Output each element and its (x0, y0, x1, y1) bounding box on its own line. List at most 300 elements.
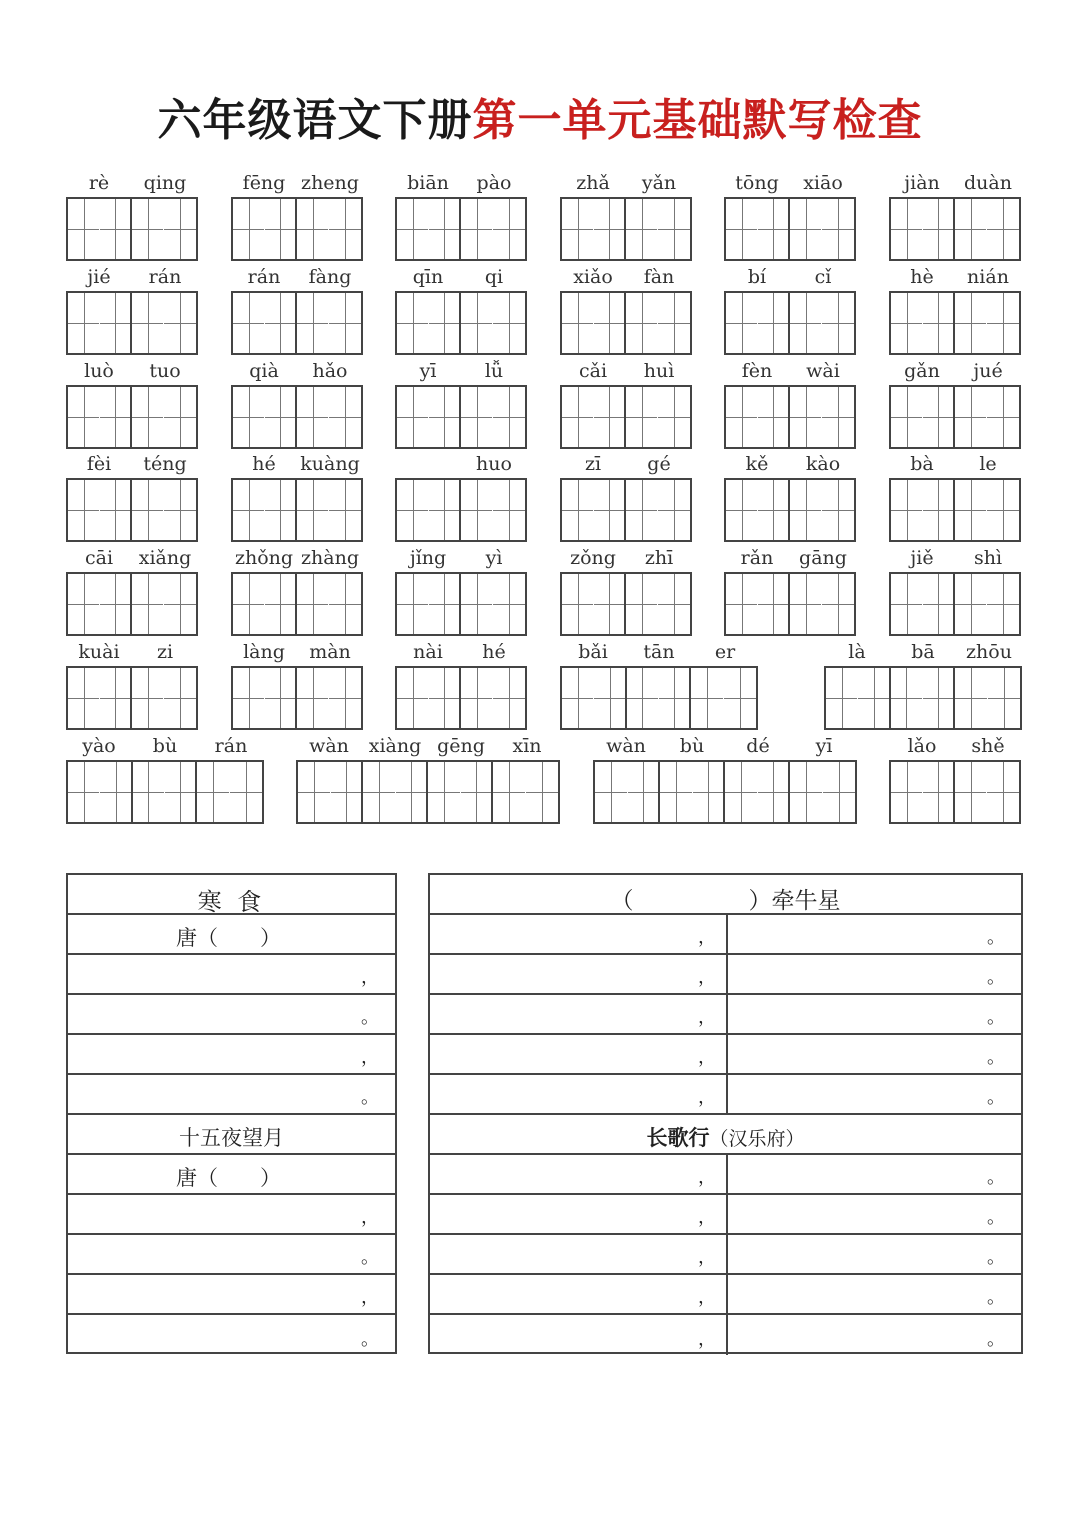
writing-cell[interactable] (726, 480, 758, 540)
writing-cell[interactable] (562, 574, 594, 634)
writing-cell[interactable] (197, 762, 229, 822)
punctuation-mark: 。 (987, 927, 1005, 948)
pinyin-line (395, 172, 527, 194)
pinyin-line (889, 266, 1021, 288)
pinyin-syllable: jié (87, 266, 111, 288)
writing-cell[interactable] (329, 199, 361, 259)
writing-cell[interactable] (329, 387, 361, 447)
writing-cell[interactable] (758, 762, 791, 822)
pinyin-line (593, 735, 857, 757)
writing-cell[interactable] (68, 387, 100, 447)
pinyin-syllable: zheng (301, 172, 359, 194)
writing-cell[interactable] (493, 199, 525, 259)
writing-cell[interactable] (660, 762, 693, 822)
word-box-group (560, 360, 692, 452)
writing-cell[interactable] (68, 293, 100, 353)
writing-cell[interactable] (628, 762, 661, 822)
writing-cell[interactable] (562, 668, 594, 728)
poem-line-second-half[interactable] (728, 1235, 1021, 1273)
writing-cell[interactable] (891, 574, 923, 634)
writing-cell[interactable] (923, 387, 955, 447)
pinyin-syllable: yī (815, 735, 833, 757)
tianzige-boxes[interactable] (231, 666, 363, 730)
writing-cell[interactable] (396, 762, 429, 822)
poem-row (430, 1115, 1021, 1155)
poem-line-second-half[interactable] (728, 1275, 1021, 1313)
writing-cell[interactable] (397, 199, 429, 259)
poem-row[interactable] (68, 1035, 395, 1075)
writing-cell[interactable] (790, 574, 822, 634)
writing-cell[interactable] (429, 387, 461, 447)
punctuation-mark: 。 (361, 1007, 379, 1028)
writing-cell[interactable] (428, 762, 461, 822)
writing-cell[interactable] (658, 387, 690, 447)
pinyin-syllable: là (848, 641, 866, 663)
writing-cell[interactable] (822, 574, 854, 634)
writing-cell[interactable] (397, 293, 429, 353)
tianzige-boxes[interactable] (724, 478, 856, 542)
poem-line-first-half[interactable] (430, 1235, 728, 1273)
writing-cell[interactable] (726, 387, 758, 447)
writing-cell[interactable] (658, 199, 690, 259)
writing-cell[interactable] (164, 480, 196, 540)
writing-cell[interactable] (562, 293, 594, 353)
writing-cell[interactable] (100, 668, 132, 728)
tianzige-boxes[interactable] (824, 666, 1022, 730)
writing-cell[interactable] (397, 574, 429, 634)
writing-cell[interactable] (595, 762, 628, 822)
punctuation-mark: ， (698, 1007, 716, 1028)
tianzige-boxes[interactable] (66, 572, 198, 636)
writing-cell[interactable] (923, 199, 955, 259)
tianzige-boxes[interactable] (395, 197, 527, 261)
punctuation-mark: ， (698, 1247, 716, 1268)
writing-cell[interactable] (132, 199, 164, 259)
poem-line-first-half[interactable] (430, 1155, 728, 1193)
pinyin-syllable: nài (413, 641, 443, 663)
writing-cell[interactable] (790, 762, 823, 822)
writing-cell[interactable] (923, 480, 955, 540)
writing-cell[interactable] (955, 668, 987, 728)
writing-cell[interactable] (594, 387, 626, 447)
writing-cell[interactable] (461, 762, 494, 822)
writing-cell[interactable] (594, 293, 626, 353)
pinyin-line (66, 360, 198, 382)
writing-cell[interactable] (133, 762, 165, 822)
writing-cell[interactable] (562, 199, 594, 259)
writing-cell[interactable] (790, 387, 822, 447)
poem-row[interactable] (430, 1275, 1021, 1315)
tianzige-boxes[interactable] (560, 478, 692, 542)
pinyin-line (395, 547, 527, 569)
punctuation-mark: ， (698, 1207, 716, 1228)
writing-cell[interactable] (233, 574, 265, 634)
pinyin-line (560, 453, 692, 475)
writing-cell[interactable] (594, 480, 626, 540)
poem-row[interactable] (68, 1075, 395, 1115)
poem-row[interactable] (430, 1235, 1021, 1275)
writing-cell[interactable] (955, 199, 987, 259)
word-box-group (889, 360, 1021, 452)
writing-cell[interactable] (297, 293, 329, 353)
tianzige-boxes[interactable] (66, 197, 198, 261)
writing-cell[interactable] (164, 293, 196, 353)
tianzige-boxes[interactable] (724, 197, 856, 261)
pinyin-syllable: shì (973, 547, 1003, 569)
tianzige-boxes[interactable] (231, 197, 363, 261)
writing-cell[interactable] (726, 293, 758, 353)
pinyin-syllable: bà (910, 453, 934, 475)
writing-cell[interactable] (165, 762, 197, 822)
writing-cell[interactable] (265, 668, 297, 728)
poem-line-second-half[interactable] (728, 1195, 1021, 1233)
writing-cell[interactable] (891, 480, 923, 540)
tianzige-boxes[interactable] (560, 666, 758, 730)
writing-cell[interactable] (429, 668, 461, 728)
writing-cell[interactable] (955, 480, 987, 540)
writing-cell[interactable] (164, 199, 196, 259)
writing-cell[interactable] (626, 199, 658, 259)
poem-line-second-half[interactable] (728, 1155, 1021, 1193)
poem-row[interactable] (430, 1315, 1021, 1355)
writing-cell[interactable] (627, 668, 659, 728)
writing-cell[interactable] (429, 480, 461, 540)
tianzige-boxes[interactable] (231, 291, 363, 355)
writing-cell[interactable] (562, 387, 594, 447)
writing-cell[interactable] (461, 480, 493, 540)
word-box-group (66, 453, 198, 545)
writing-cell[interactable] (891, 387, 923, 447)
pinyin-line (231, 360, 363, 382)
writing-cell[interactable] (626, 387, 658, 447)
writing-cell[interactable] (297, 480, 329, 540)
writing-cell[interactable] (526, 762, 558, 822)
writing-cell[interactable] (658, 480, 690, 540)
writing-cell[interactable] (626, 574, 658, 634)
writing-cell[interactable] (790, 480, 822, 540)
poem-line-second-half[interactable] (728, 1315, 1021, 1355)
poem-line-first-half[interactable] (430, 1275, 728, 1313)
word-box-group (724, 172, 856, 264)
writing-cell[interactable] (758, 199, 790, 259)
writing-cell[interactable] (493, 762, 526, 822)
writing-cell[interactable] (265, 480, 297, 540)
pinyin-line (395, 266, 527, 288)
writing-cell[interactable] (265, 387, 297, 447)
writing-cell[interactable] (822, 480, 854, 540)
writing-cell[interactable] (923, 762, 955, 822)
poem-line-second-half[interactable] (728, 1035, 1021, 1073)
writing-cell[interactable] (132, 387, 164, 447)
poem-row[interactable] (430, 995, 1021, 1035)
writing-cell[interactable] (329, 668, 361, 728)
writing-cell[interactable] (429, 293, 461, 353)
pinyin-syllable: téng (143, 453, 187, 475)
tianzige-boxes[interactable] (724, 572, 856, 636)
poem-row[interactable] (68, 1315, 395, 1355)
writing-cell[interactable] (790, 199, 822, 259)
writing-cell[interactable] (331, 762, 364, 822)
poem-line-first-half[interactable] (430, 955, 728, 993)
writing-cell[interactable] (164, 387, 196, 447)
tianzige-boxes[interactable] (889, 572, 1021, 636)
tianzige-boxes[interactable] (395, 666, 527, 730)
tianzige-boxes[interactable] (395, 572, 527, 636)
writing-cell[interactable] (233, 293, 265, 353)
poem-line-first-half[interactable] (430, 1195, 728, 1233)
pinyin-syllable: gāng (799, 547, 847, 569)
poem-row[interactable] (430, 955, 1021, 995)
writing-cell[interactable] (363, 762, 396, 822)
poem-line-second-half[interactable] (728, 1075, 1021, 1113)
poem-line-first-half[interactable] (430, 1315, 728, 1355)
writing-cell[interactable] (691, 668, 723, 728)
writing-cell[interactable] (230, 762, 262, 822)
writing-cell[interactable] (955, 574, 987, 634)
writing-cell[interactable] (68, 668, 100, 728)
writing-cell[interactable] (987, 762, 1019, 822)
writing-cell[interactable] (68, 480, 100, 540)
pinyin-syllable: xiàng (368, 735, 422, 757)
tianzige-boxes[interactable] (231, 385, 363, 449)
writing-cell[interactable] (461, 387, 493, 447)
pinyin-syllable: tuo (149, 360, 181, 382)
writing-cell[interactable] (233, 387, 265, 447)
tianzige-boxes[interactable] (296, 760, 560, 824)
tianzige-boxes[interactable] (66, 666, 198, 730)
writing-cell[interactable] (461, 293, 493, 353)
writing-cell[interactable] (987, 199, 1019, 259)
pinyin-syllable: qīn (412, 266, 444, 288)
writing-cell[interactable] (758, 574, 790, 634)
writing-cell[interactable] (626, 293, 658, 353)
writing-cell[interactable] (693, 762, 726, 822)
tianzige-boxes[interactable] (889, 197, 1021, 261)
pinyin-syllable: cǎi (578, 360, 608, 382)
tianzige-boxes[interactable] (593, 760, 857, 824)
writing-cell[interactable] (955, 762, 987, 822)
writing-cell[interactable] (790, 293, 822, 353)
writing-cell[interactable] (397, 480, 429, 540)
writing-cell[interactable] (132, 668, 164, 728)
pinyin-line (724, 547, 856, 569)
writing-cell[interactable] (461, 199, 493, 259)
tianzige-boxes[interactable] (560, 197, 692, 261)
writing-cell[interactable] (132, 480, 164, 540)
writing-cell[interactable] (100, 199, 132, 259)
pinyin-syllable: fēng (242, 172, 286, 194)
punctuation-mark: ， (698, 1087, 716, 1108)
writing-cell[interactable] (100, 387, 132, 447)
writing-cell[interactable] (298, 762, 331, 822)
writing-cell[interactable] (461, 574, 493, 634)
pinyin-line (889, 547, 1021, 569)
writing-cell[interactable] (493, 574, 525, 634)
writing-cell[interactable] (923, 293, 955, 353)
writing-cell[interactable] (233, 480, 265, 540)
poem-line-first-half[interactable] (430, 1075, 728, 1113)
writing-cell[interactable] (132, 293, 164, 353)
writing-cell[interactable] (626, 480, 658, 540)
word-box-group (395, 641, 527, 733)
tianzige-boxes[interactable] (889, 385, 1021, 449)
pinyin-line (231, 453, 363, 475)
writing-cell[interactable] (493, 293, 525, 353)
writing-cell[interactable] (923, 668, 955, 728)
writing-cell[interactable] (726, 199, 758, 259)
word-box-group (231, 641, 363, 733)
poem-row[interactable] (68, 1275, 395, 1315)
tianzige-boxes[interactable] (560, 385, 692, 449)
pinyin-line (889, 172, 1021, 194)
writing-cell[interactable] (297, 199, 329, 259)
writing-cell[interactable] (68, 574, 100, 634)
writing-cell[interactable] (758, 293, 790, 353)
writing-cell[interactable] (493, 668, 525, 728)
writing-cell[interactable] (826, 668, 858, 728)
tianzige-boxes[interactable] (231, 572, 363, 636)
tianzige-boxes[interactable] (560, 572, 692, 636)
poem-line-second-half[interactable] (728, 995, 1021, 1033)
writing-cell[interactable] (329, 480, 361, 540)
poem-row[interactable] (430, 915, 1021, 955)
writing-cell[interactable] (265, 574, 297, 634)
writing-cell[interactable] (100, 480, 132, 540)
pinyin-syllable: er (714, 641, 736, 663)
writing-cell[interactable] (429, 199, 461, 259)
writing-cell[interactable] (987, 387, 1019, 447)
title-part2: 第一单元基础默写检查 (472, 95, 923, 146)
writing-cell[interactable] (233, 199, 265, 259)
writing-cell[interactable] (726, 574, 758, 634)
writing-cell[interactable] (987, 480, 1019, 540)
writing-cell[interactable] (397, 387, 429, 447)
poem-row[interactable] (430, 1035, 1021, 1075)
writing-cell[interactable] (297, 668, 329, 728)
writing-cell[interactable] (594, 574, 626, 634)
writing-cell[interactable] (493, 480, 525, 540)
writing-cell[interactable] (265, 199, 297, 259)
writing-cell[interactable] (725, 762, 758, 822)
writing-cell[interactable] (658, 574, 690, 634)
pinyin-syllable: gé (647, 453, 671, 475)
writing-cell[interactable] (758, 480, 790, 540)
tianzige-boxes[interactable] (66, 478, 198, 542)
writing-cell[interactable] (822, 293, 854, 353)
writing-cell[interactable] (233, 668, 265, 728)
poem-source: （汉乐府） (709, 1128, 805, 1150)
tianzige-boxes[interactable] (66, 385, 198, 449)
writing-cell[interactable] (724, 668, 756, 728)
writing-cell[interactable] (891, 199, 923, 259)
writing-cell[interactable] (68, 762, 100, 822)
writing-cell[interactable] (891, 668, 923, 728)
poem-line-first-half[interactable] (430, 1035, 728, 1073)
writing-cell[interactable] (397, 668, 429, 728)
writing-cell[interactable] (297, 387, 329, 447)
pinyin-syllable: zhǒng (234, 547, 294, 569)
writing-cell[interactable] (988, 668, 1020, 728)
pinyin-syllable: cǐ (814, 266, 832, 288)
tianzige-boxes[interactable] (889, 291, 1021, 355)
tianzige-boxes[interactable] (395, 291, 527, 355)
word-box-group (824, 641, 1022, 733)
writing-cell[interactable] (658, 293, 690, 353)
writing-cell[interactable] (132, 574, 164, 634)
writing-cell[interactable] (164, 668, 196, 728)
writing-cell[interactable] (265, 293, 297, 353)
writing-cell[interactable] (329, 293, 361, 353)
tianzige-boxes[interactable] (889, 760, 1021, 824)
writing-cell[interactable] (891, 762, 923, 822)
writing-cell[interactable] (891, 293, 923, 353)
tianzige-boxes[interactable] (724, 385, 856, 449)
tianzige-boxes[interactable] (66, 291, 198, 355)
tianzige-boxes[interactable] (724, 291, 856, 355)
tianzige-boxes[interactable] (66, 760, 264, 824)
tianzige-boxes[interactable] (560, 291, 692, 355)
poem-row[interactable] (430, 1075, 1021, 1115)
writing-cell[interactable] (858, 668, 890, 728)
writing-cell[interactable] (659, 668, 691, 728)
writing-cell[interactable] (68, 199, 100, 259)
writing-cell[interactable] (493, 387, 525, 447)
pinyin-syllable: yǎn (641, 172, 677, 194)
writing-cell[interactable] (100, 293, 132, 353)
writing-cell[interactable] (329, 574, 361, 634)
pinyin-line (889, 453, 1021, 475)
poem-line-second-half[interactable] (728, 955, 1021, 993)
writing-cell[interactable] (164, 574, 196, 634)
poem-title (430, 1122, 1021, 1152)
poem-row[interactable] (68, 955, 395, 995)
writing-cell[interactable] (594, 668, 626, 728)
writing-cell[interactable] (955, 293, 987, 353)
writing-cell[interactable] (562, 480, 594, 540)
writing-cell[interactable] (461, 668, 493, 728)
writing-cell[interactable] (987, 574, 1019, 634)
pinyin-syllable: xīn (512, 735, 542, 757)
tianzige-boxes[interactable] (395, 478, 527, 542)
writing-cell[interactable] (594, 199, 626, 259)
writing-cell[interactable] (100, 762, 132, 822)
writing-cell[interactable] (822, 199, 854, 259)
word-box-group (889, 453, 1021, 545)
poem-line-second-half[interactable] (728, 915, 1021, 953)
pinyin-syllable: bù (152, 735, 178, 757)
writing-cell[interactable] (100, 574, 132, 634)
poem-row[interactable] (68, 1235, 395, 1275)
poem-row[interactable] (430, 1155, 1021, 1195)
tianzige-boxes[interactable] (395, 385, 527, 449)
poem-row[interactable] (68, 995, 395, 1035)
writing-cell[interactable] (429, 574, 461, 634)
writing-cell[interactable] (955, 387, 987, 447)
poem-line-first-half[interactable] (430, 915, 728, 953)
tianzige-boxes[interactable] (231, 478, 363, 542)
poem-line-first-half[interactable] (430, 995, 728, 1033)
poem-row[interactable] (68, 1195, 395, 1235)
writing-cell[interactable] (987, 293, 1019, 353)
word-box-group (724, 453, 856, 545)
writing-cell[interactable] (822, 387, 854, 447)
tianzige-boxes[interactable] (889, 478, 1021, 542)
writing-cell[interactable] (758, 387, 790, 447)
writing-cell[interactable] (823, 762, 855, 822)
writing-cell[interactable] (923, 574, 955, 634)
writing-cell[interactable] (297, 574, 329, 634)
poem-row[interactable] (430, 1195, 1021, 1235)
